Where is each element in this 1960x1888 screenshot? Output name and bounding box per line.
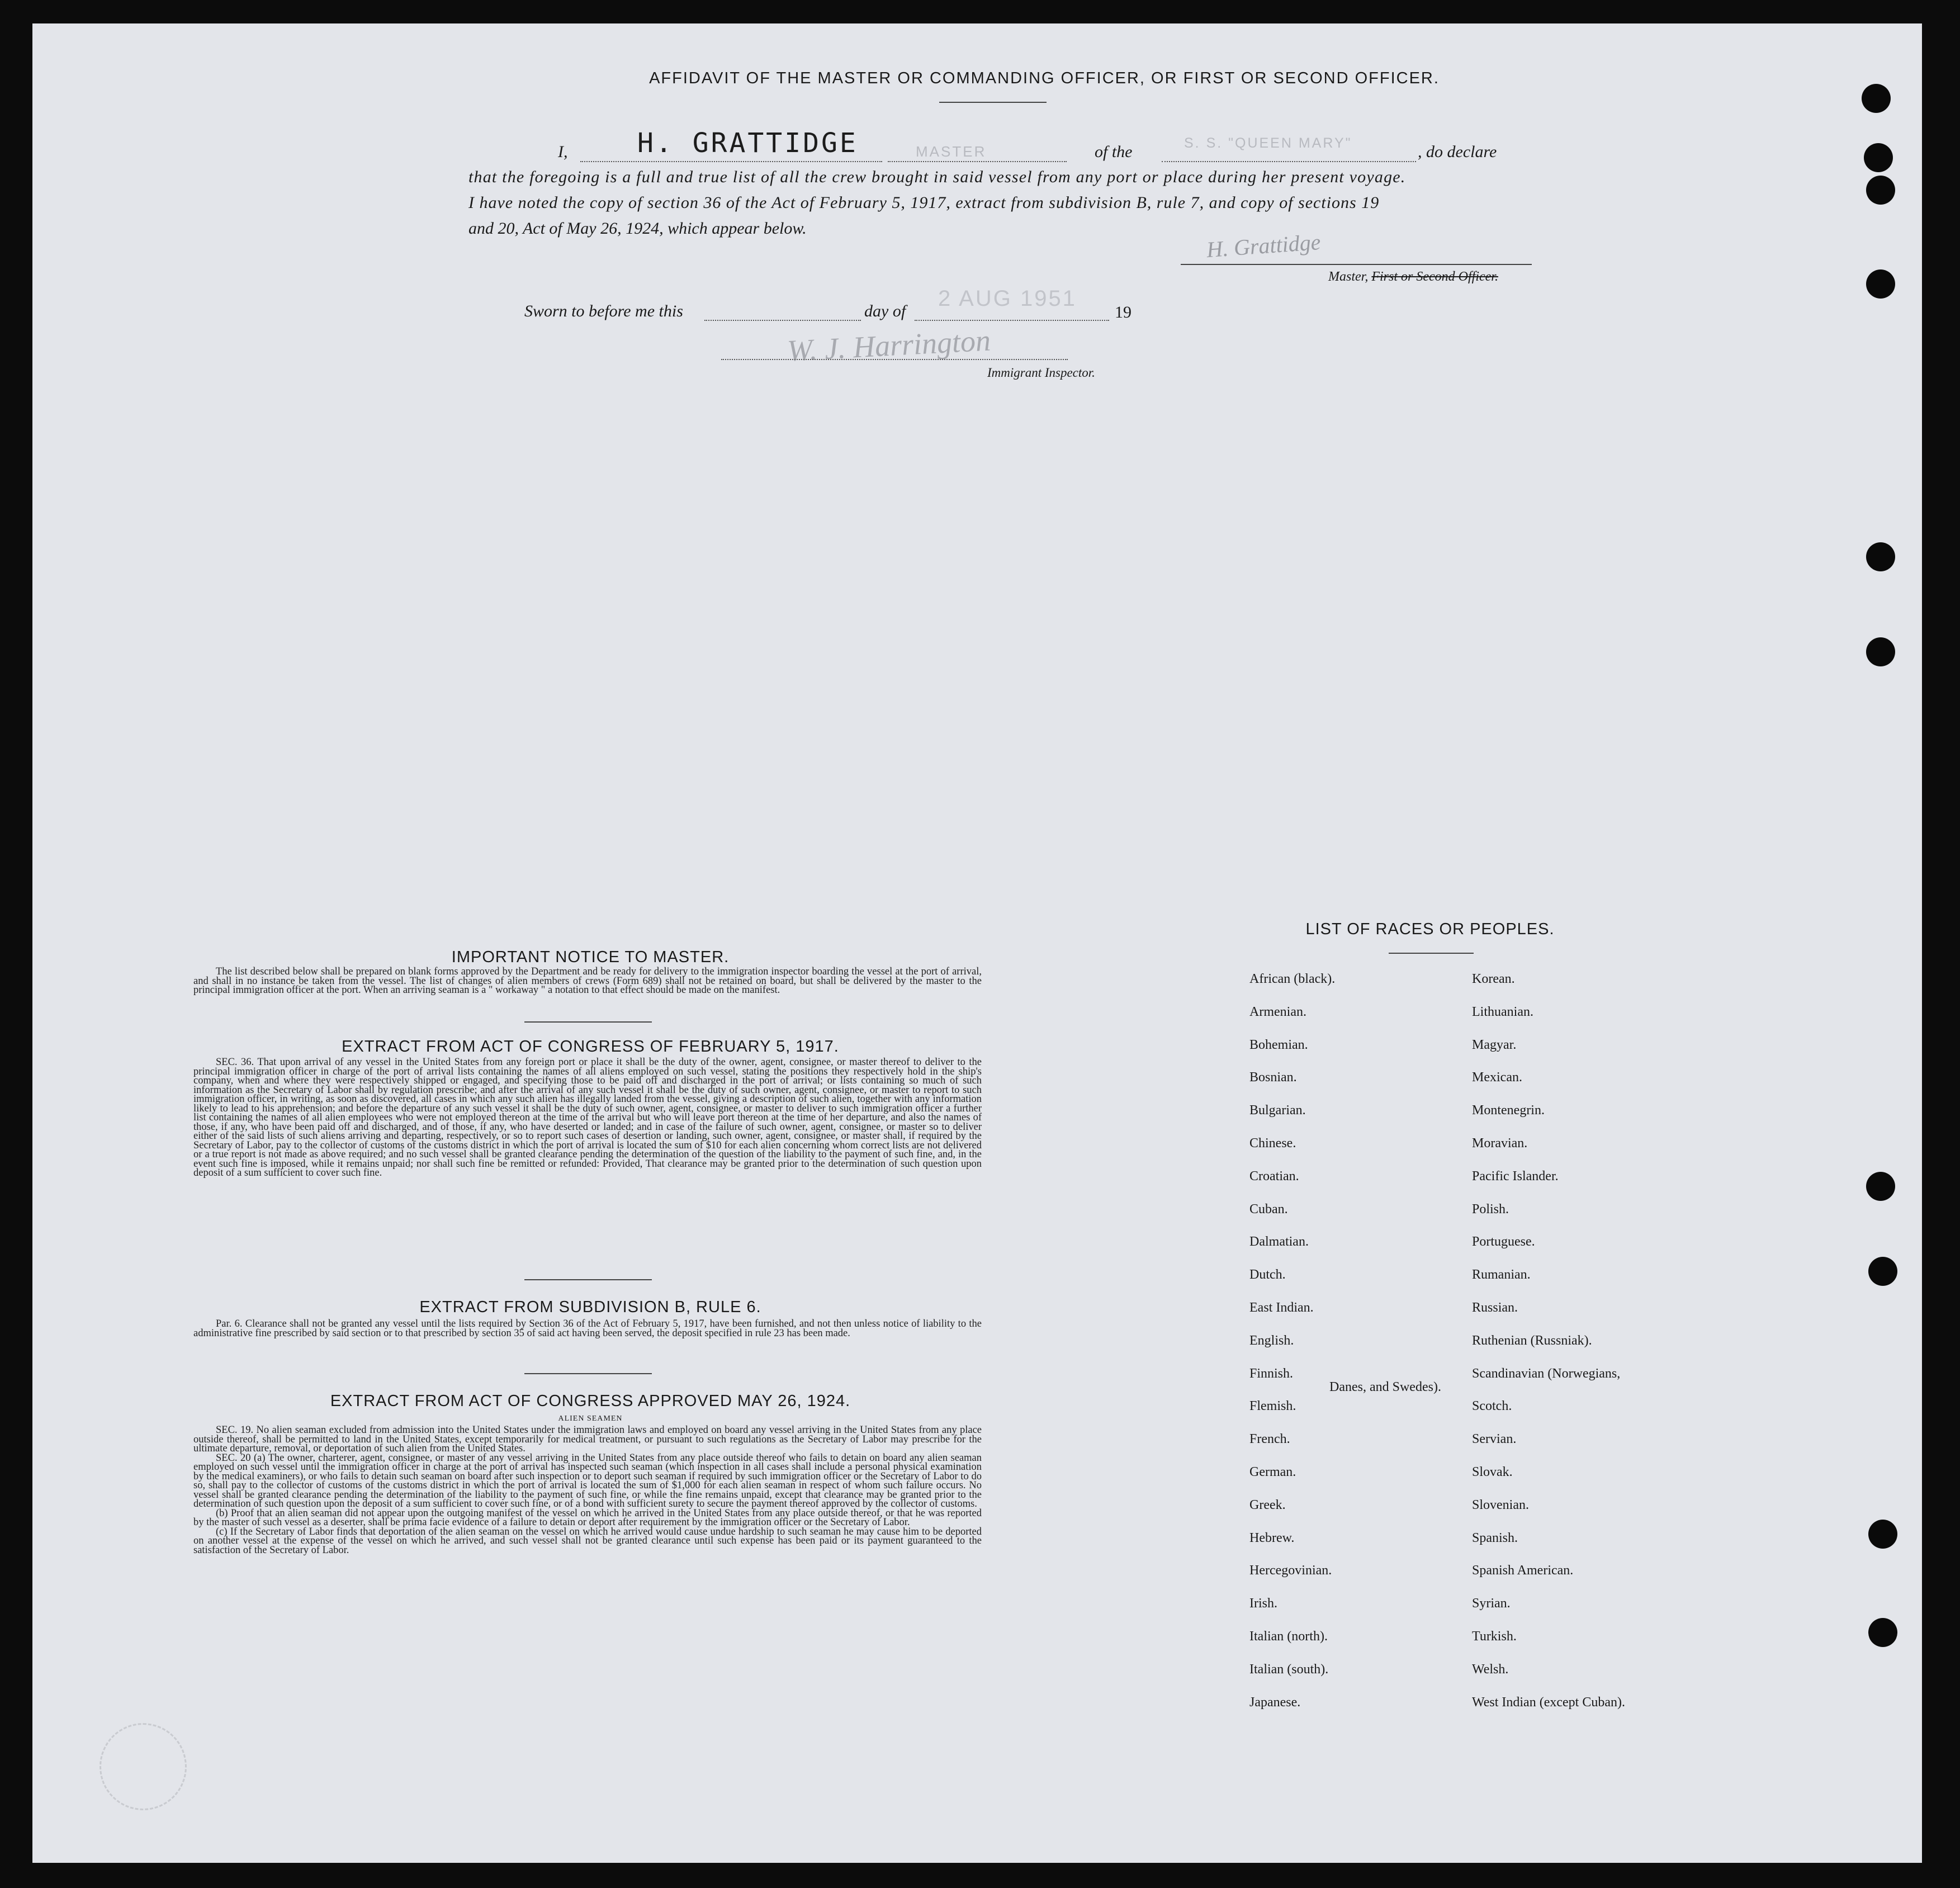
race-right-item: Rumanian. xyxy=(1472,1267,1531,1282)
race-left-item: Finnish. xyxy=(1249,1366,1294,1381)
declaration-line-3: and 20, Act of May 26, 1924, which appear below. xyxy=(468,219,807,238)
caption-struck-officer: First or Second Officer. xyxy=(1371,269,1498,284)
rank-stamp: MASTER xyxy=(916,143,987,160)
race-left-item: Bohemian. xyxy=(1249,1038,1308,1052)
race-right-item: Pacific Islander. xyxy=(1472,1169,1559,1184)
race-left-item: Hercegovinian. xyxy=(1249,1563,1332,1578)
race-left-item: Croatian. xyxy=(1249,1169,1299,1184)
race-right-item: Mexican. xyxy=(1472,1070,1522,1085)
extract-1917-heading: EXTRACT FROM ACT OF CONGRESS OF FEBRUARY 5, 1917. xyxy=(342,1038,839,1056)
sworn-label: Sworn to before me this xyxy=(524,302,683,320)
rule6-divider xyxy=(524,1373,652,1374)
race-right-continuation: Danes, and Swedes). xyxy=(1329,1380,1441,1394)
extract-1924-body xyxy=(193,1426,982,1555)
declaration-line-2: I have noted the copy of section 36 of the Act of February 5, 1917, extract from subdivision B, rule 7, and copy of sections 19 xyxy=(468,193,1380,212)
races-divider xyxy=(1389,953,1474,954)
race-left-item: Flemish. xyxy=(1249,1399,1296,1413)
race-right-item: Turkish. xyxy=(1472,1629,1517,1644)
inspector-caption: Immigrant Inspector. xyxy=(987,366,1095,380)
race-right-item: Welsh. xyxy=(1472,1662,1509,1677)
punch-hole xyxy=(1868,1520,1897,1549)
punch-hole xyxy=(1868,1618,1897,1647)
sworn-month-fill xyxy=(915,320,1109,321)
race-right-item: Ruthenian (Russniak). xyxy=(1472,1333,1592,1348)
vessel-fill-line xyxy=(1162,161,1416,162)
day-of-label: day of xyxy=(864,302,906,320)
do-declare-label: , do declare xyxy=(1418,143,1497,161)
race-right-item: Syrian. xyxy=(1472,1596,1511,1611)
race-right-item: Spanish. xyxy=(1472,1531,1518,1545)
master-signature-line xyxy=(1181,264,1532,265)
vessel-stamp: S. S. "QUEEN MARY" xyxy=(1184,135,1352,151)
punch-hole xyxy=(1862,84,1891,113)
rank-fill-line xyxy=(888,161,1067,162)
race-right-item: Korean. xyxy=(1472,972,1515,986)
race-right-item: West Indian (except Cuban). xyxy=(1472,1695,1625,1710)
race-left-item: Chinese. xyxy=(1249,1136,1296,1151)
race-left-item: Bosnian. xyxy=(1249,1070,1297,1085)
race-left-item: Bulgarian. xyxy=(1249,1103,1306,1118)
master-name-handwritten: H. GRATTIDGE xyxy=(637,127,858,159)
notice-body: The list described below shall be prepared on blank forms approved by the Department and be ready for delivery to the immigration inspector boarding the vessel at the port of arrival, and shall in no instance be taken from the vessel. The list of changes of alien members of crews (Form 689) shall not be retained on board, but shall be delivered by the master to the principal immigration officer at the port. When an arriving seaman is a " workaway " a notation to that effect should be made on the manifest. xyxy=(193,966,982,996)
race-right-item: Servian. xyxy=(1472,1432,1517,1446)
alien-seamen-subheading: ALIEN SEAMEN xyxy=(558,1414,623,1423)
race-left-item: Dutch. xyxy=(1249,1267,1286,1282)
race-right-item: Scotch. xyxy=(1472,1399,1512,1413)
race-left-item: Dalmatian. xyxy=(1249,1234,1309,1249)
punch-hole xyxy=(1866,637,1895,666)
race-right-item: Magyar. xyxy=(1472,1038,1517,1052)
race-right-item: Lithuanian. xyxy=(1472,1005,1533,1019)
sec-20a-paragraph: SEC. 20 (a) The owner, charterer, agent, consignee, or master of any vessel arriving in the United States from any place outside thereof who fails to detain on board any alien seaman employed on such vessel until the immigration officer in charge at the port of arrival has inspected such seaman (which inspection in all cases shall include a personal physical examination by the medical examiners), or who fails to detain such seaman on board after such inspection or to deport such seaman if required by such immigration officer or the Secretary of Labor to do so, shall pay to the collector of customs of the customs district in which the port of arrival is located the sum of $1,000 for each alien seaman in respect of whom such failure occurs. No vessel shall be granted clearance pending the determination of the liability to the payment of such fine, or while the fine remains unpaid, except that clearance may be granted prior to the determination of such question upon the deposit of a sum sufficient to cover such fine, or of a bond with sufficient surety to secure the payment thereof approved by the collector of customs. xyxy=(193,1452,982,1510)
extract-1917-body: SEC. 36. That upon arrival of any vessel in the United States from any foreign port or place it shall be the duty of the owner, agent, consignee, or master thereof to deliver to the principal immigration officer in charge of the port of arrival lists containing the names of all aliens employed on such vessel, stating the positions they respectively hold in the ship's company, when and where they were respectively shipped or engaged, and specifying those to be paid off and discharged in the port of arrival; or lists containing so much of such information as the Secretary of Labor shall by regulation prescribe; and after the arrival of any such vessel it shall be the duty of such owner, agent, consignee, or master to report to such immigration officer, in writing, as soon as discovered, all cases in which any such alien has illegally landed from the vessel, giving a description of such alien, together with any information likely to lead to his apprehension; and before the departure of any such vessel it shall be the duty of such owner, agent, consignee, or master to deliver to such immigration officer a further list containing the names of all alien employees who were not employed thereon at the time of the arrival but who will leave port thereon at the time of her departure, and also the names of those, if any, who have been paid off and discharged, and of those, if any, who have deserted or landed; and in case of the failure of such owner, agent, consignee, or master so to deliver either of the said lists of such aliens arriving and departing, respectively, or so to report such cases of desertion or landing, such owner, agent, consignee, or master shall, if required by the Secretary of Labor, pay to the collector of customs of the customs district in which the port of arrival is located the sum of $10 for each alien concerning whom correct lists are not delivered or a true report is not made as above required; and no such vessel shall be granted clearance pending the determination of the question of the liability to the payment of such fine, and, in the event such fine is imposed, while it remains unpaid; nor shall such fine be remitted or refunded: Provided, That clearance may be granted prior to the determination of such question upon deposit of a sum sufficient to cover such fine. xyxy=(193,1057,982,1179)
punch-hole xyxy=(1866,176,1895,205)
of-the-label: of the xyxy=(1095,143,1133,161)
race-right-item: Slovenian. xyxy=(1472,1498,1529,1512)
title-divider xyxy=(939,102,1047,103)
race-right-item: Portuguese. xyxy=(1472,1234,1535,1249)
punch-hole xyxy=(1866,269,1895,299)
rule6-heading: EXTRACT FROM SUBDIVISION B, RULE 6. xyxy=(419,1298,761,1316)
faded-seal xyxy=(100,1723,187,1810)
race-right-item: Moravian. xyxy=(1472,1136,1528,1151)
race-left-item: Japanese. xyxy=(1249,1695,1301,1710)
sec-19-paragraph: SEC. 19. No alien seaman excluded from admission into the United States under the immigration laws and employed on board any vessel arriving in the United States from any place outside thereof, shall be permitted to land in the United States, except temporarily for medical treatment, or pursuant to such regulations as the Secretary of Labor may prescribe for the ultimate departure, removal, or deportation of such alien from the United States. xyxy=(193,1425,982,1454)
notice-heading: IMPORTANT NOTICE TO MASTER. xyxy=(451,948,730,966)
punch-hole xyxy=(1866,542,1895,571)
inspector-signature-line xyxy=(721,359,1068,360)
punch-hole xyxy=(1866,1172,1895,1201)
extract-1924-heading: EXTRACT FROM ACT OF CONGRESS APPROVED MAY 26, 1924. xyxy=(330,1392,851,1410)
race-right-item: Scandinavian (Norwegians, xyxy=(1472,1366,1621,1381)
race-left-item: Italian (south). xyxy=(1249,1662,1329,1677)
date-stamp: 2 AUG 1951 xyxy=(938,286,1077,311)
sworn-day-fill xyxy=(704,320,861,321)
race-left-item: Italian (north). xyxy=(1249,1629,1328,1644)
race-right-item: Montenegrin. xyxy=(1472,1103,1545,1118)
race-left-item: Hebrew. xyxy=(1249,1531,1295,1545)
race-left-item: French. xyxy=(1249,1432,1290,1446)
punch-hole xyxy=(1864,143,1893,172)
race-right-item: Spanish American. xyxy=(1472,1563,1574,1578)
inspector-signature: W. J. Harrington xyxy=(786,323,992,368)
race-left-item: Armenian. xyxy=(1249,1005,1306,1019)
punch-hole xyxy=(1868,1257,1897,1286)
sec-20b-paragraph: (b) Proof that an alien seaman did not appear upon the outgoing manifest of the vessel on which he arrived in the United States from any place outside thereof, or that he was reported by the master of such vessel as a deserter, shall be prima facie evidence of a failure to detain or deport after requirement by the immigration officer or the Secretary of Labor. xyxy=(193,1507,982,1528)
race-left-item: African (black). xyxy=(1249,972,1336,986)
year-prefix: 19 xyxy=(1115,303,1132,321)
race-left-item: Cuban. xyxy=(1249,1202,1288,1217)
extract-1917-divider xyxy=(524,1279,652,1280)
master-caption xyxy=(1328,269,1498,285)
name-fill-line xyxy=(580,161,882,162)
rule6-body: Par. 6. Clearance shall not be granted any vessel until the lists required by Section 36 of the Act of February 5, 1917, have been furnished, and not then unless notice of liability to the administrative fine prescribed by said section or to that prescribed by section 35 of said act having been served, the deposit specified in rule 23 has been made. xyxy=(193,1318,982,1339)
race-left-item: German. xyxy=(1249,1465,1296,1479)
race-left-item: Irish. xyxy=(1249,1596,1277,1611)
caption-master: Master, xyxy=(1328,269,1369,284)
race-right-item: Polish. xyxy=(1472,1202,1509,1217)
master-signature: H. Grattidge xyxy=(1205,229,1322,263)
race-right-item: Slovak. xyxy=(1472,1465,1513,1479)
declaration-line-1: that the foregoing is a full and true list of all the crew brought in said vessel from any port or place during her present voyage. xyxy=(468,168,1406,186)
race-left-item: East Indian. xyxy=(1249,1300,1314,1315)
affidavit-title: AFFIDAVIT OF THE MASTER OR COMMANDING OFFICER, OR FIRST OR SECOND OFFICER. xyxy=(649,69,1440,87)
race-left-item: English. xyxy=(1249,1333,1294,1348)
race-left-item: Greek. xyxy=(1249,1498,1286,1512)
notice-divider xyxy=(524,1021,652,1023)
race-right-item: Russian. xyxy=(1472,1300,1518,1315)
document-sheet xyxy=(32,23,1922,1863)
races-heading: LIST OF RACES OR PEOPLES. xyxy=(1305,920,1555,938)
sec-20c-paragraph: (c) If the Secretary of Labor finds that deportation of the alien seaman on the vessel on which he arrived would cause undue hardship to such seaman he may cause him to be deported on another vessel at the expense of the vessel on which he arrived, and such vessel shall not be granted clearance until such expense has been paid or its payment guaranteed to the satisfaction of the Secretary of Labor. xyxy=(193,1526,982,1556)
affidavit-i-label: I, xyxy=(558,143,568,161)
